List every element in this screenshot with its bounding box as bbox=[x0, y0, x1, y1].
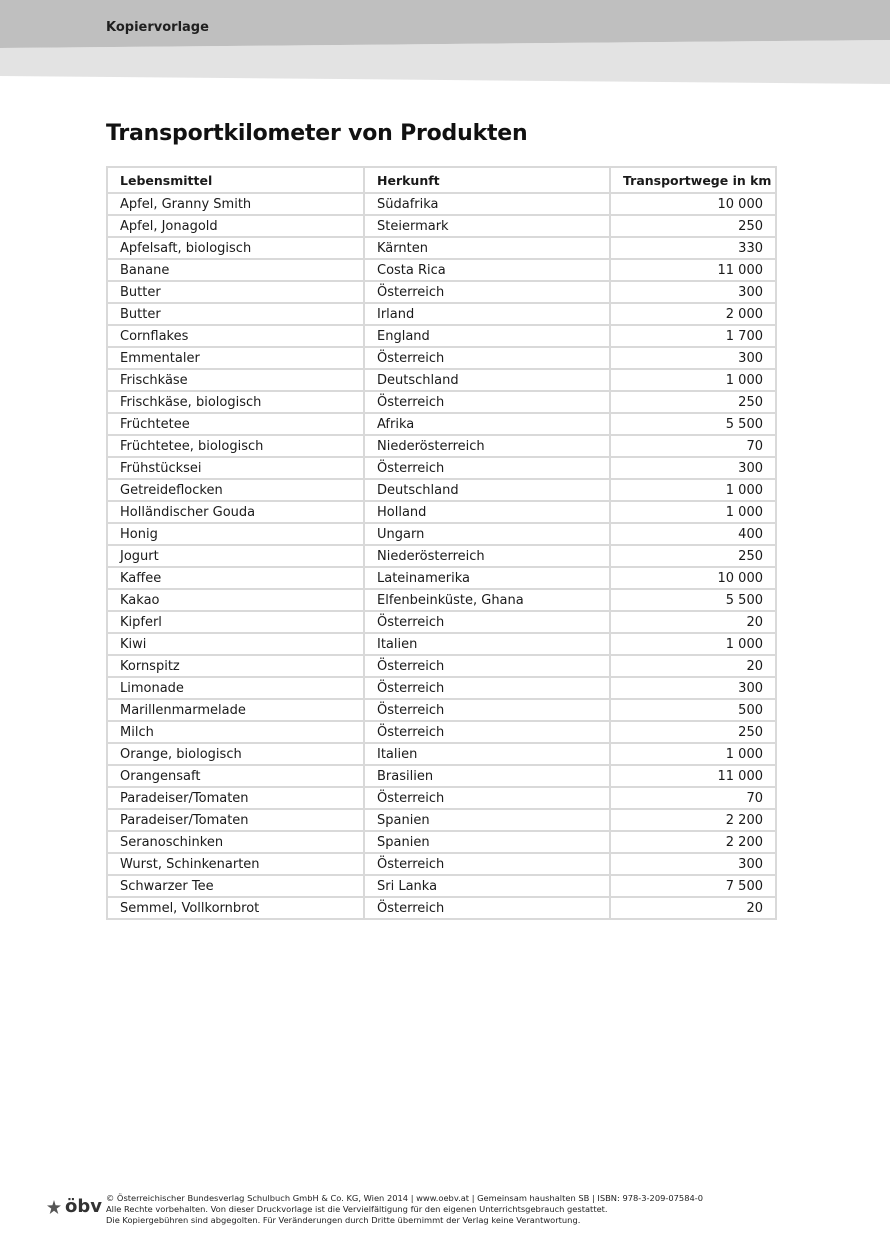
table-row bbox=[107, 699, 776, 721]
cell-lebensmittel: Kaffee bbox=[107, 567, 364, 589]
cell-herkunft: Brasilien bbox=[364, 765, 610, 787]
cell-transportwege: 20 bbox=[610, 655, 776, 677]
footer-line-fees: Die Kopiergebühren sind abgegolten. Für Veränderungen durch Dritte übernimmt der Verlag keine Verantwortung. bbox=[106, 1215, 581, 1225]
cell-transportwege: 250 bbox=[610, 545, 776, 567]
cell-herkunft: Italien bbox=[364, 743, 610, 765]
cell-transportwege: 250 bbox=[610, 215, 776, 237]
cell-herkunft: Österreich bbox=[364, 391, 610, 413]
publisher-logo bbox=[46, 1196, 102, 1217]
cell-lebensmittel: Banane bbox=[107, 259, 364, 281]
cell-herkunft: Ungarn bbox=[364, 523, 610, 545]
cell-herkunft: Deutschland bbox=[364, 479, 610, 501]
cell-herkunft: Österreich bbox=[364, 611, 610, 633]
table-row bbox=[107, 501, 776, 523]
cell-lebensmittel: Semmel, Vollkornbrot bbox=[107, 897, 364, 919]
table-row bbox=[107, 853, 776, 875]
table-row bbox=[107, 655, 776, 677]
cell-herkunft: Österreich bbox=[364, 457, 610, 479]
cell-lebensmittel: Cornflakes bbox=[107, 325, 364, 347]
cell-transportwege: 1 700 bbox=[610, 325, 776, 347]
cell-lebensmittel: Apfelsaft, biologisch bbox=[107, 237, 364, 259]
cell-herkunft: Österreich bbox=[364, 281, 610, 303]
cell-transportwege: 11 000 bbox=[610, 259, 776, 281]
table-row bbox=[107, 281, 776, 303]
cell-transportwege: 400 bbox=[610, 523, 776, 545]
cell-transportwege: 2 000 bbox=[610, 303, 776, 325]
cell-transportwege: 300 bbox=[610, 457, 776, 479]
transport-table bbox=[106, 166, 777, 920]
cell-lebensmittel: Marillenmarmelade bbox=[107, 699, 364, 721]
cell-transportwege: 300 bbox=[610, 347, 776, 369]
table-row bbox=[107, 897, 776, 919]
cell-herkunft: Kärnten bbox=[364, 237, 610, 259]
table-row bbox=[107, 545, 776, 567]
cell-lebensmittel: Frühstücksei bbox=[107, 457, 364, 479]
cell-transportwege: 2 200 bbox=[610, 809, 776, 831]
cell-transportwege: 11 000 bbox=[610, 765, 776, 787]
footer-line-copyright: © Österreichischer Bundesverlag Schulbuch GmbH & Co. KG, Wien 2014 | www.oebv.at | Gemeinsam haushalten SB | ISBN: 978-3-209-07584-0 bbox=[106, 1193, 704, 1203]
table-row bbox=[107, 875, 776, 897]
cell-lebensmittel: Holländischer Gouda bbox=[107, 501, 364, 523]
cell-transportwege: 7 500 bbox=[610, 875, 776, 897]
cell-herkunft: Südafrika bbox=[364, 193, 610, 215]
cell-lebensmittel: Frischkäse bbox=[107, 369, 364, 391]
table-header-row bbox=[107, 167, 776, 193]
cell-transportwege: 300 bbox=[610, 853, 776, 875]
table-row bbox=[107, 391, 776, 413]
cell-transportwege: 1 000 bbox=[610, 369, 776, 391]
logo-text: öbv bbox=[65, 1196, 102, 1217]
cell-herkunft: Österreich bbox=[364, 787, 610, 809]
column-header-lebensmittel: Lebensmittel bbox=[107, 167, 364, 193]
header-band-shape bbox=[0, 0, 890, 90]
cell-herkunft: Spanien bbox=[364, 809, 610, 831]
cell-herkunft: Sri Lanka bbox=[364, 875, 610, 897]
cell-lebensmittel: Früchtetee, biologisch bbox=[107, 435, 364, 457]
cell-lebensmittel: Orangensaft bbox=[107, 765, 364, 787]
cell-herkunft: Niederösterreich bbox=[364, 545, 610, 567]
cell-transportwege: 20 bbox=[610, 611, 776, 633]
cell-transportwege: 1 000 bbox=[610, 501, 776, 523]
cell-lebensmittel: Butter bbox=[107, 281, 364, 303]
table-row bbox=[107, 787, 776, 809]
cell-transportwege: 5 500 bbox=[610, 589, 776, 611]
cell-lebensmittel: Limonade bbox=[107, 677, 364, 699]
logo-star-icon bbox=[46, 1199, 62, 1215]
cell-herkunft: Elfenbeinküste, Ghana bbox=[364, 589, 610, 611]
cell-herkunft: Afrika bbox=[364, 413, 610, 435]
cell-transportwege: 500 bbox=[610, 699, 776, 721]
table-row bbox=[107, 193, 776, 215]
table-row bbox=[107, 765, 776, 787]
table-row bbox=[107, 347, 776, 369]
cell-lebensmittel: Getreideflocken bbox=[107, 479, 364, 501]
cell-lebensmittel: Jogurt bbox=[107, 545, 364, 567]
table-container bbox=[106, 166, 775, 920]
table-row bbox=[107, 259, 776, 281]
cell-herkunft: Österreich bbox=[364, 677, 610, 699]
cell-transportwege: 300 bbox=[610, 281, 776, 303]
header-band bbox=[0, 0, 890, 90]
cell-transportwege: 10 000 bbox=[610, 193, 776, 215]
table-body bbox=[107, 193, 776, 919]
table-row bbox=[107, 413, 776, 435]
cell-lebensmittel: Butter bbox=[107, 303, 364, 325]
cell-lebensmittel: Orange, biologisch bbox=[107, 743, 364, 765]
cell-herkunft: Österreich bbox=[364, 897, 610, 919]
column-header-herkunft: Herkunft bbox=[364, 167, 610, 193]
table-row bbox=[107, 457, 776, 479]
cell-herkunft: Österreich bbox=[364, 347, 610, 369]
table-row bbox=[107, 721, 776, 743]
cell-lebensmittel: Apfel, Granny Smith bbox=[107, 193, 364, 215]
cell-lebensmittel: Kakao bbox=[107, 589, 364, 611]
cell-lebensmittel: Wurst, Schinkenarten bbox=[107, 853, 364, 875]
cell-herkunft: England bbox=[364, 325, 610, 347]
page-title: Transportkilometer von Produkten bbox=[106, 121, 528, 146]
column-header-transportwege: Transportwege in km bbox=[610, 167, 776, 193]
cell-transportwege: 5 500 bbox=[610, 413, 776, 435]
cell-herkunft: Österreich bbox=[364, 699, 610, 721]
table-row bbox=[107, 743, 776, 765]
table-row bbox=[107, 369, 776, 391]
cell-herkunft: Lateinamerika bbox=[364, 567, 610, 589]
table-row bbox=[107, 523, 776, 545]
cell-herkunft: Österreich bbox=[364, 721, 610, 743]
cell-transportwege: 330 bbox=[610, 237, 776, 259]
table-row bbox=[107, 215, 776, 237]
table-row bbox=[107, 677, 776, 699]
cell-transportwege: 10 000 bbox=[610, 567, 776, 589]
cell-lebensmittel: Kipferl bbox=[107, 611, 364, 633]
cell-transportwege: 1 000 bbox=[610, 633, 776, 655]
cell-lebensmittel: Paradeiser/Tomaten bbox=[107, 809, 364, 831]
table-row bbox=[107, 809, 776, 831]
cell-herkunft: Niederösterreich bbox=[364, 435, 610, 457]
cell-lebensmittel: Emmentaler bbox=[107, 347, 364, 369]
table-row bbox=[107, 479, 776, 501]
cell-herkunft: Österreich bbox=[364, 655, 610, 677]
cell-lebensmittel: Kornspitz bbox=[107, 655, 364, 677]
cell-transportwege: 250 bbox=[610, 721, 776, 743]
cell-herkunft: Costa Rica bbox=[364, 259, 610, 281]
cell-herkunft: Holland bbox=[364, 501, 610, 523]
header-label: Kopiervorlage bbox=[106, 20, 209, 35]
cell-transportwege: 20 bbox=[610, 897, 776, 919]
cell-herkunft: Spanien bbox=[364, 831, 610, 853]
footer bbox=[46, 1193, 846, 1233]
cell-transportwege: 300 bbox=[610, 677, 776, 699]
cell-herkunft: Österreich bbox=[364, 853, 610, 875]
table-row bbox=[107, 325, 776, 347]
cell-lebensmittel: Kiwi bbox=[107, 633, 364, 655]
cell-transportwege: 2 200 bbox=[610, 831, 776, 853]
cell-transportwege: 1 000 bbox=[610, 479, 776, 501]
cell-lebensmittel: Frischkäse, biologisch bbox=[107, 391, 364, 413]
footer-line-rights: Alle Rechte vorbehalten. Von dieser Druckvorlage ist die Vervielfältigung für den eigenen Unterrichtsgebrauch gestattet. bbox=[106, 1204, 608, 1214]
cell-lebensmittel: Honig bbox=[107, 523, 364, 545]
cell-transportwege: 1 000 bbox=[610, 743, 776, 765]
cell-lebensmittel: Schwarzer Tee bbox=[107, 875, 364, 897]
cell-transportwege: 70 bbox=[610, 787, 776, 809]
cell-lebensmittel: Milch bbox=[107, 721, 364, 743]
table-row bbox=[107, 435, 776, 457]
cell-herkunft: Deutschland bbox=[364, 369, 610, 391]
cell-transportwege: 250 bbox=[610, 391, 776, 413]
cell-herkunft: Irland bbox=[364, 303, 610, 325]
table-row bbox=[107, 237, 776, 259]
footer-text bbox=[106, 1193, 703, 1226]
cell-lebensmittel: Seranoschinken bbox=[107, 831, 364, 853]
table-row bbox=[107, 303, 776, 325]
cell-herkunft: Italien bbox=[364, 633, 610, 655]
cell-herkunft: Steiermark bbox=[364, 215, 610, 237]
cell-lebensmittel: Früchtetee bbox=[107, 413, 364, 435]
table-row bbox=[107, 611, 776, 633]
table-row bbox=[107, 633, 776, 655]
cell-lebensmittel: Paradeiser/Tomaten bbox=[107, 787, 364, 809]
cell-lebensmittel: Apfel, Jonagold bbox=[107, 215, 364, 237]
cell-transportwege: 70 bbox=[610, 435, 776, 457]
table-row bbox=[107, 831, 776, 853]
table-row bbox=[107, 589, 776, 611]
table-row bbox=[107, 567, 776, 589]
